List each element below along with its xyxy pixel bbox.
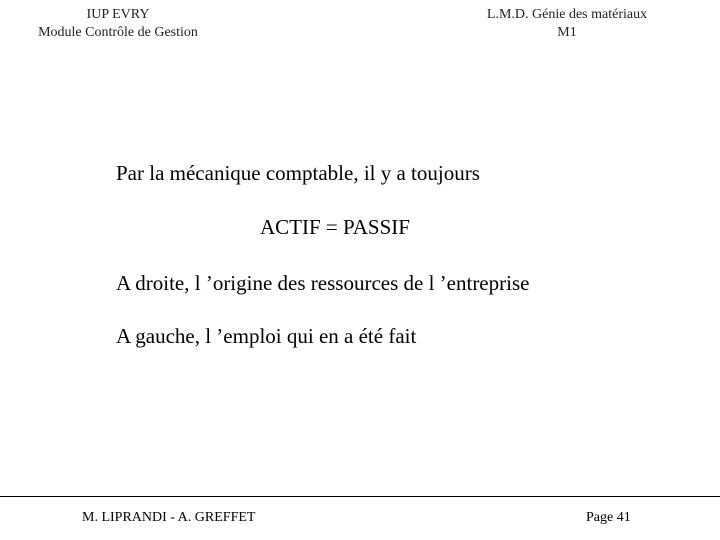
header-right xyxy=(462,6,672,42)
page-number: Page 41 xyxy=(586,510,631,525)
right-side-text: A droite, l ’origine des ressources de l ’entreprise xyxy=(116,271,530,295)
institution-name: IUP EVRY xyxy=(86,7,150,22)
intro-text: Par la mécanique comptable, il y a toujours xyxy=(116,161,480,185)
header-left xyxy=(20,6,216,42)
footer-authors: M. LIPRANDI - A. GREFFET xyxy=(82,510,256,525)
module-name: Module Contrôle de Gestion xyxy=(38,25,198,40)
footer-divider xyxy=(0,496,720,497)
program-name: L.M.D. Génie des matériaux xyxy=(486,7,648,22)
left-side-text: A gauche, l ’emploi qui en a été fait xyxy=(116,324,417,348)
level-name: M1 xyxy=(557,25,577,40)
equation-text: ACTIF = PASSIF xyxy=(260,215,410,239)
